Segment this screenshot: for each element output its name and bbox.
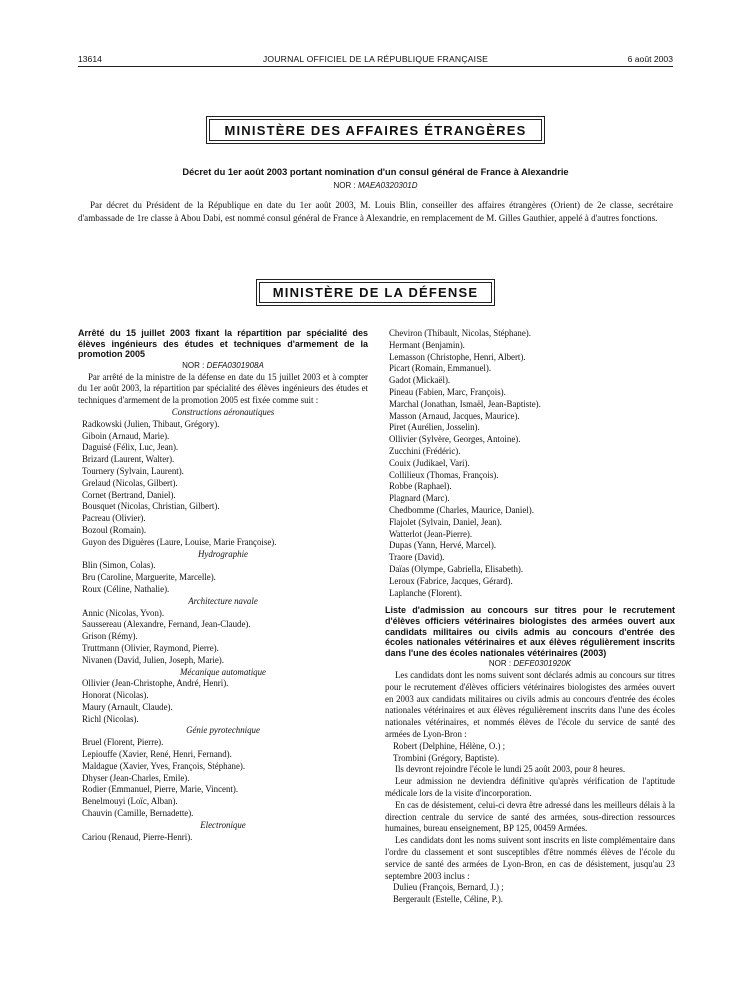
section-title: Electronique (200, 819, 246, 830)
liste-paragraph: Les candidats dont les noms suivent sont déclarés admis au concours sur titres pour le recrutement d'élèves officiers vétérinaires biologistes des armées ouvert en 2003 aux candidats militaires ou civils admis au concours d'entrée des écoles nationales vétérinaires et aux élèves régulièrement inscrits dans l'une des écoles nationales vétérinaires, et nommés élèves de l'école du service de santé des armées de Lyon-Bron : (385, 670, 675, 740)
list-item: Guyon des Diguères (Laure, Louise, Marie Françoise). (82, 536, 277, 547)
list-item: Ollivier (Sylvère, Georges, Antoine). (389, 434, 521, 445)
list-item: Bozoul (Romain). (82, 524, 147, 535)
list-item: Zucchini (Frédéric). (389, 445, 461, 456)
liste-paragraph: Les candidats dont les noms suivent sont inscrits en liste complémentaire dans l'ordre du classement et sont susceptibles d'être nommés élèves de l'école du service de santé des armées de Lyon-Bron, en cas de désistement, jusqu'au 23 septembre 2003 inclus : (385, 835, 675, 881)
list-item: Roux (Céline, Nathalie). (82, 583, 170, 594)
list-item: Picart (Romain, Emmanuel). (389, 363, 492, 374)
arrete-intro: Par arrêté de la ministre de la défense en date du 15 juillet 2003 et à compter du 1er août 2003, la répartition par spécialité des élèves ingénieurs des études et techniques d'armement de la promotion 2005 est fixée comme suit : (78, 371, 368, 406)
list-item: Lemasson (Christophe, Henri, Albert). (389, 351, 526, 362)
list-item: Cornet (Bertrand, Daniel). (82, 489, 176, 500)
list-item: Pacreau (Olivier). (82, 513, 146, 524)
list-item: Benelmouyi (Loïc, Alban). (82, 796, 178, 807)
list-item: Trombini (Grégory, Baptiste). (393, 752, 500, 763)
list-item: Marchal (Jonathan, Ismaël, Jean-Baptiste). (389, 398, 541, 409)
list-item: Giboin (Arnaud, Marie). (82, 430, 170, 441)
list-item: Grelaud (Nicolas, Gilbert). (82, 477, 178, 488)
liste-title: Liste d'admission au concours sur titres pour le recrutement d'élèves officiers vétérinaires biologistes des armées ouvert aux candidats militaires ou civils admis au concours d'entrée des écoles nationales vétérinaires et aux élèves régulièrement inscrits dans l'une des écoles nationales vétérinaires (2003) (385, 605, 675, 658)
list-item: Traore (David). (389, 552, 445, 563)
list-item: Cariou (Renaud, Pierre-Henri). (82, 831, 193, 842)
list-item: Truttmann (Olivier, Raymond, Pierre). (82, 642, 219, 653)
list-item: Bruel (Florent, Pierre). (82, 737, 164, 748)
arrete-nor-code: DEFA0301908A (206, 360, 264, 370)
liste-paragraph: Ils devront rejoindre l'école le lundi 25 août 2003, pour 8 heures. (395, 764, 626, 775)
liste-paragraph: En cas de désistement, celui-ci devra être adressé dans les meilleurs délais à la direction centrale du service de santé des armées, sous-direction ressources humaines, bureau enseignement, BP 125, 00459 Armées. (385, 799, 675, 834)
list-item: Radkowski (Julien, Thibaut, Grégory). (82, 418, 220, 429)
list-item: Daguisé (Félix, Luc, Jean). (82, 442, 179, 453)
ministry-box-defense (256, 279, 495, 306)
list-item: Couix (Judikael, Vari). (389, 457, 470, 468)
decret-body: Par décret du Président de la République en date du 1er août 2003, M. Louis Blin, conseiller des affaires étrangères (Orient) de 2e classe, secrétaire d'ambassade de 1re classe à Abou Dabi, est nommé consul général de France à Alexandrie, en remplacement de M. Gilles Gauthier, appelé à d'autres fonctions. (78, 200, 673, 223)
page-header (78, 54, 673, 66)
list-item: Piret (Aurélien, Josselin). (389, 422, 480, 433)
decret-nor: NOR : MAEA0320301D (333, 181, 418, 190)
list-item: Chedbomme (Charles, Maurice, Daniel). (389, 504, 534, 515)
liste-paragraph: Leur admission ne deviendra définitive qu'après vérification de l'aptitude médicale lors de la visite d'incorporation. (385, 776, 675, 799)
list-item: Grison (Rémy). (82, 631, 138, 642)
list-item: Robert (Delphine, Hélène, O.) ; (393, 740, 506, 751)
list-item: Pineau (Fabien, Marc, François). (389, 386, 506, 397)
decret-nor-code: MAEA0320301D (357, 181, 418, 190)
list-item: Masson (Arnaud, Jacques, Maurice). (389, 410, 520, 421)
liste-nor-code: DEFE0301920K (513, 659, 572, 669)
arrete-title: Arrêté du 15 juillet 2003 fixant la répartition par spécialité des élèves ingénieurs des études et techniques d'armement de la promotion 2005 (78, 328, 368, 360)
list-item: Gadot (Mickaël). (389, 375, 451, 386)
list-item: Cheviron (Thibault, Nicolas, Stéphane). (389, 328, 531, 338)
list-item: Tournery (Sylvain, Laurent). (82, 465, 184, 476)
journal-title: JOURNAL OFFICIEL DE LA RÉPUBLIQUE FRANÇAISE (262, 54, 489, 64)
section-title: Hydrographie (198, 548, 248, 559)
section-title: Génie pyrotechnique (186, 725, 260, 736)
list-item: Maury (Arnault, Claude). (82, 701, 173, 712)
list-item: Leroux (Fabrice, Jacques, Gérard). (389, 575, 513, 586)
list-item: Laplanche (Florent). (389, 587, 462, 598)
list-item: Rodier (Emmanuel, Pierre, Marie, Vincent). (82, 784, 239, 795)
right-column (385, 328, 675, 906)
list-item: Collilieux (Thomas, François). (389, 469, 499, 480)
list-item: Dulieu (François, Bernard, J.) ; (393, 882, 504, 893)
liste-nor: NOR : DEFE0301920K (488, 659, 572, 669)
header-rule (78, 66, 673, 67)
list-item: Nivanen (David, Julien, Joseph, Marie). (82, 654, 224, 665)
list-item: Saussereau (Alexandre, Fernand, Jean-Claude). (82, 619, 251, 630)
list-item: Maldague (Xavier, Yves, François, Stéphane). (82, 760, 246, 771)
section-title: Constructions aéronautiques (171, 406, 275, 417)
list-item: Hermant (Benjamin). (389, 339, 465, 350)
ministry-title: MINISTÈRE DES AFFAIRES ÉTRANGÈRES (209, 119, 542, 141)
list-item: Daïas (Olympe, Gabriella, Elisabeth). (389, 563, 524, 574)
list-item: Honorat (Nicolas). (82, 690, 149, 701)
section-title: Mécanique automatique (179, 666, 266, 677)
page-number: 13614 (78, 54, 102, 64)
list-item: Richl (Nicolas). (82, 713, 139, 724)
list-item: Ollivier (Jean-Christophe, André, Henri). (82, 678, 229, 689)
section-title: Architecture navale (188, 595, 258, 606)
list-item: Dhyser (Jean-Charles, Emile). (82, 772, 190, 783)
list-item: Flajolet (Sylvain, Daniel, Jean). (389, 516, 502, 527)
ministry-box-affaires-etrangeres (206, 116, 545, 144)
list-item: Robbe (Raphael). (389, 481, 452, 492)
list-item: Bousquet (Nicolas, Christian, Gilbert). (82, 501, 220, 512)
list-item: Bergerault (Estelle, Céline, P.). (393, 894, 504, 905)
list-item: Watterlot (Jean-Pierre). (389, 528, 473, 539)
list-item: Bru (Caroline, Marguerite, Marcelle). (82, 572, 216, 583)
list-item: Annic (Nicolas, Yvon). (82, 607, 165, 618)
ministry-title: MINISTÈRE DE LA DÉFENSE (259, 282, 492, 303)
list-item: Plagnard (Marc). (389, 493, 450, 504)
list-item: Lepiouffe (Xavier, René, Henri, Fernand). (82, 749, 232, 760)
left-column (78, 328, 368, 843)
arrete-nor: NOR : DEFA0301908A (182, 360, 264, 370)
list-item: Brizard (Laurent, Walter). (82, 454, 175, 465)
list-item: Dupas (Yann, Hervé, Marcel). (389, 540, 497, 551)
list-item: Chauvin (Camille, Bernadette). (82, 808, 194, 819)
list-item: Blin (Simon, Colas). (82, 560, 156, 571)
decret-title: Décret du 1er août 2003 portant nomination d'un consul général de France à Alexandrie (182, 167, 569, 177)
issue-date: 6 août 2003 (627, 54, 673, 64)
